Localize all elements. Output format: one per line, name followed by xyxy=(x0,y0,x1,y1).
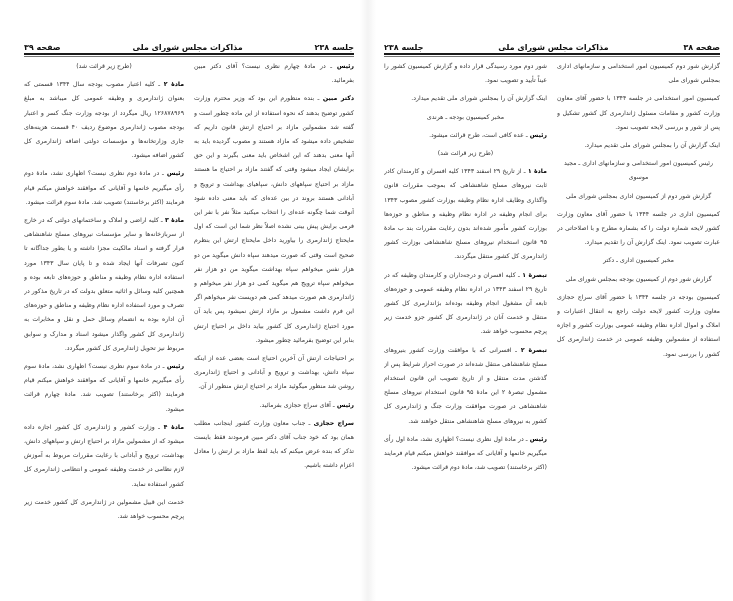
speech-paragraph: رئیس ـ در مادهٔ چهارم نظری نیست؟ آقای دکتر مبین بفرمائید. xyxy=(193,63,354,85)
text-paragraph: اینک گزارش آن را بمجلس شورای ملی تقدیم میدارد. xyxy=(411,95,547,103)
publication-title: مذاکرات مجلس شورای ملی xyxy=(132,43,243,52)
speech-paragraph: رئیس ـ در مادهٔ اول نظری نیست؟ اظهاری نشد، مادهٔ اول رأی میگیریم خانمها و آقایانی که موافقند خواهش میکنم قیام فرمایند (اکثر برخاستند) تصویب شد، مادهٔ دوم قرائت میشود. xyxy=(384,435,547,472)
speaker-label: رئیس xyxy=(527,435,547,443)
speaker-label: رئیس xyxy=(164,363,185,371)
speech-paragraph: سراج حجازی ـ جناب معاون وزارت کشور اینجانب مطلب همان بود که خود جناب آقای دکتر مبین فرمودند فقط بایست تذکر که بنده عرض میکنم که باید لفظ مازاد بر ارتش را معادل اعزام داشته باشیم. xyxy=(193,419,354,470)
left-page-running-head xyxy=(24,38,354,52)
speech-paragraph: مادهٔ ۴ ـ وزارت کشور و ژاندارمری کل کشور اجازه داده میشود که از مشمولین مازاد بر احتیاج ارتش و سپاههای دانش، بهداشت، ترویج و آبادانی با رعایت مقررات مربوط به آموزش لازم نظامی در خدمت وظیفه عمومی و انتظامی ژاندارمری کل کشور استفاده نماید. xyxy=(24,423,185,488)
session-number: جلسه ۲۳۸ xyxy=(314,43,354,52)
text-paragraph: (طرح زیر قرائت شد) xyxy=(437,150,494,158)
speaker-label: مادهٔ ۳ xyxy=(162,217,185,225)
text-paragraph: (طرح زیر قرائت شد) xyxy=(76,63,132,70)
speech-paragraph: تبصرهٔ ۱ ـ کلیه افسران و درجه‌داران و کارمندان وظیفه که در تاریخ ۲۹ اسفند ۱۳۴۳ در اداره نظام وظیفه عمومی و حوزه‌های تابعه آن مشغول انجام وظیفه بوده‌اند بژاندارمری کل کشور منتقل و خدمت آنان در ژاندارمری کل کشور جزو خدمت زیر پرچم محسوب خواهد شد. xyxy=(384,271,547,336)
text-paragraph: بر احتیاجات ارتش آن آخرین احتیاج است بعضی عده از اینکه سپاه دانش، بهداشت و ترویج و آبادانی و احتیاج ژاندارمری روشن شد منظور میگوئید مازاد بر احتیاج ارتش منظور از آن. xyxy=(193,355,354,391)
speech-paragraph: دکتر مبین ـ بنده منظورم این بود که وزیر محترم وزارت کشور توضیح بدهند که نحوه استفاده از این ماده چطور است و گفته شد مشمولین مازاد بر احتیاج ارتش قانون داریم که تشخیص داده میشود که مازاد هستند و مصوب گردیده باید به آنها معنی بدهند که این اشخاص باید معنی بگیرند و این حق برایشان ایجاد میشود وقتی که گفتند مازاد بر احتیاج ما هستند مازاد بر احتیاج سپاههای دانش، سپاهیای بهداشت و ترویج و آبادانی هستند بروند در بین عده‌ای که باید معنی داده شود آنوقت شما چگونه عده‌ای را انتخاب میکنید مثلاً نفر با نفر این فرمی برایش پیش بینی نشده اصلاً نظر شما این است که اول مایحتاج ژاندارمری را بیاورید داخل مایحتاج ارتش این بنظرم صحیح است وقتی که صورت میدهند سپاه دانش میگوید من دو هزار نفس میخواهم سپاه بهداشت میگوید من دو هزار نفر میخواهم سپاه ترویج هم میگوید کمی دو هزار نفر میخواهم و ژاندارمری هم صورت میدهد کمی هم دویست نفر میخواهم اگر این فرم داشت مشمول بر مازاد ارتش نمیشود پس باید آن مورد احتیاج ژاندارمری کل کشور بیاید داخل بر احتیاج ارتش بنابر این توضیح بفرمائید چطور میشود. xyxy=(193,95,354,344)
speaker-label: رئیس xyxy=(527,131,547,139)
text-paragraph: گزارش شور دوم از کمیسیون اداری بمجلس شورای ملی xyxy=(565,192,712,200)
header-rule xyxy=(384,53,720,55)
speech-paragraph: تبصرهٔ ۲ ـ افسرانی که با موافقت وزارت کشور بنیروهای مسلح شاهنشاهی منتقل شده‌اند در صورت احراز شرایط پس از گذشتن مدت منتقل و از تاریخ تصویب این قانون استخدام مشمول تبصرهٔ ۲ این مادهٔ ۹۵ قانون استخدام نیروهای مسلح شاهنشاهی در صورت موافقت وزارت جنگ و ژاندارمری کل کشور به نیروهای مسلح شاهنشاهی منتقل خواهند شد. xyxy=(384,346,547,425)
text-paragraph: شور دوم مورد رسیدگی قرار داده و گزارش کمیسیون کشور را عیناً تأیید و تصویب نمود. xyxy=(384,63,547,85)
text-paragraph: رئیس کمیسیون امور استخدامی و سازمانهای اداری ـ مجید موسوی xyxy=(564,160,713,182)
page-number: صفحه ۳۸ xyxy=(683,43,720,52)
speech-paragraph: رئیس ـ در مادهٔ دوم نظری نیست؟ اظهاری نشد، مادهٔ دوم رأی میگیریم خانمها و آقایانی که موافقند خواهش میکنم قیام فرمایند (اکثر برخاستند) تصویب شد. مادهٔ سوم قرائت میشود. xyxy=(24,170,185,206)
text-paragraph: کمیسیون امور استخدامی در جلسه ۱۳۴۴ با حضور آقای معاون وزارت کشور و مقامات مسئول ژاندارمری کل کشور تشکیل و پس از شور و بررسی لایحه تصویب نمود. xyxy=(557,95,720,131)
speaker-label: مادهٔ ۲ xyxy=(160,81,185,89)
left-page xyxy=(24,0,354,601)
text-column-right xyxy=(194,60,354,581)
right-page xyxy=(384,0,720,601)
speaker-label: رئیس xyxy=(334,401,354,409)
text-paragraph: مخبر کمیسیون بودجه ـ هرندی xyxy=(426,113,505,121)
header-rule xyxy=(24,53,354,55)
text-paragraph: خدمت این قبیل مشمولین در ژاندارمری کل کشور خدمت زیر پرچم محسوب خواهد شد. xyxy=(24,498,185,521)
session-number: جلسه ۲۳۸ xyxy=(384,43,424,52)
header-rule-thin xyxy=(24,56,354,57)
speaker-label: سراج حجازی xyxy=(310,419,354,427)
speaker-label: دکتر مبین xyxy=(319,95,354,103)
speech-paragraph: مادهٔ ۳ ـ کلیه اراضی و املاک و ساختمانهای دولتی که در خارج از سربازخانه‌ها و سایر مؤسسات نیروهای مسلح شاهنشاهی قرار گرفته و اسناد مالکیت مجزا داشته و یا بطور جداگانه تا کنون تصرفات آنها ایجاد شده و تا پایان سال ۱۳۴۳ مورد استفاده اداره نظام وظیفه و مناطق و حوزه‌های تابعه بوده و همچنین کلیه وسائل و اثاثیه متعلق بدولت که در تاریخ مذکور در تصرف و مورد استفاده اداره نظام وظیفه و مناطق و حوزه‌های آن اداره بوده به انضمام وسائل حمل و نقل و مخابرات به ژاندارمری کل کشور واگذار میشود اسناد و مدارک و سوابق مربوط نیز تحویل ژاندارمری کل کشور میگردد. xyxy=(24,217,185,352)
speaker-label: رئیس xyxy=(332,63,354,70)
speech-paragraph: مادهٔ ۲ ـ کلیه اعتبار مصوب بودجه سال ۱۳۴۴ قسمتی که بعنوان ژاندارمری و وظیفه عمومی کل میباشد به مبلغ ۱۲۶۸۷۸۹۶۹ ریال میگردد از بودجه وزارت جنگ کسر و اعتبار بودجه مصوب ژاندارمری موضوع ردیف ۴۰ قسمت هزینه‌های جاری وزارتخانه‌ها و مؤسسات دولتی اضافه ژاندارمری کل کشور اضافه میشود. xyxy=(24,81,185,160)
text-column-left xyxy=(384,60,547,581)
speaker-label: تبصرهٔ ۲ xyxy=(517,346,547,354)
speech-paragraph: رئیس ـ عده کافی است، طرح قرائت میشود. xyxy=(429,131,547,139)
speech-paragraph: رئیس ـ آقای سراج حجازی بفرمائید. xyxy=(259,401,354,409)
book-gutter xyxy=(360,0,376,601)
speech-paragraph: رئیس ـ در مادهٔ سوم نظری نیست؟ اظهاری نشد، مادهٔ سوم رأی میگیریم خانمها و آقایانی که موافقند خواهش میکنم قیام فرمایند (اکثر برخاستند) تصویب شد. مادهٔ چهارم قرائت میشود. xyxy=(24,363,185,413)
left-page-columns xyxy=(24,60,354,581)
text-column-right xyxy=(557,60,720,581)
speaker-label: تبصرهٔ ۱ xyxy=(519,271,547,279)
text-paragraph: کمیسیون اداری در جلسه ۱۳۴۴ با حضور آقای معاون وزارت کشور لایحه شماره دولت را که بشماره مطرح و با اصلاحاتی در عبارت تصویب نمود. اینک گزارش آن را تقدیم میدارد. xyxy=(557,210,720,247)
publication-title: مذاکرات مجلس شورای ملی xyxy=(498,43,609,52)
text-paragraph: کمیسیون بودجه در جلسه ۱۳۴۴ با حضور آقای سراج حجازی معاون وزارت کشور لایحه دولت راجع به انتقال اعتبارات و املاک و اموال اداره نظام وظیفه عمومی بوزارت کشور و اجازه استفاده از مشمولین وظیفه عمومی در خدمت ژاندارمری کل کشور را بررسی نمود. xyxy=(557,293,720,358)
text-paragraph: اینک گزارش آن را بمجلس شورای ملی تقدیم میدارد. xyxy=(584,142,720,150)
text-paragraph: گزارش شور دوم از کمیسیون بودجه بمجلس شورای ملی xyxy=(565,275,712,283)
header-rule-thin xyxy=(384,56,720,57)
text-column-left xyxy=(24,60,184,581)
speaker-label: مادهٔ ۴ xyxy=(160,423,185,431)
page-number: صفحه ۳۹ xyxy=(24,43,61,52)
text-paragraph: مخبر کمیسیون اداری ـ دکتر xyxy=(603,257,674,265)
text-paragraph: گزارش شور دوم کمیسیون امور استخدامی و سازمانهای اداری بمجلس شورای ملی xyxy=(557,63,720,85)
speech-paragraph: مادهٔ ۱ ـ از تاریخ ۲۹ اسفند ۱۳۴۳ کلیه افسران و کارمندان کادر ثابت نیروهای مسلح شاهنشاهی که بموجب مقررات قانون واگذاری وظایف اداره نظام وظیفه بوزارت کشور مصوب ۱۳۴۳ برای انجام وظیفه در اداره نظام وظیفه و مناطق و حوزه‌ها بوزارت کشور مأمور شده‌اند بدون رعایت مقررات بند ب مادهٔ ۹۵ قانون استخدام نیروهای مسلح شاهنشاهی بوزارت کشور ژاندارمری کل کشور منتقل میگردند. xyxy=(384,168,547,261)
speaker-label: رئیس xyxy=(163,170,185,178)
speaker-label: مادهٔ ۱ xyxy=(525,168,547,176)
right-page-columns xyxy=(384,60,720,581)
right-page-running-head xyxy=(384,38,720,52)
